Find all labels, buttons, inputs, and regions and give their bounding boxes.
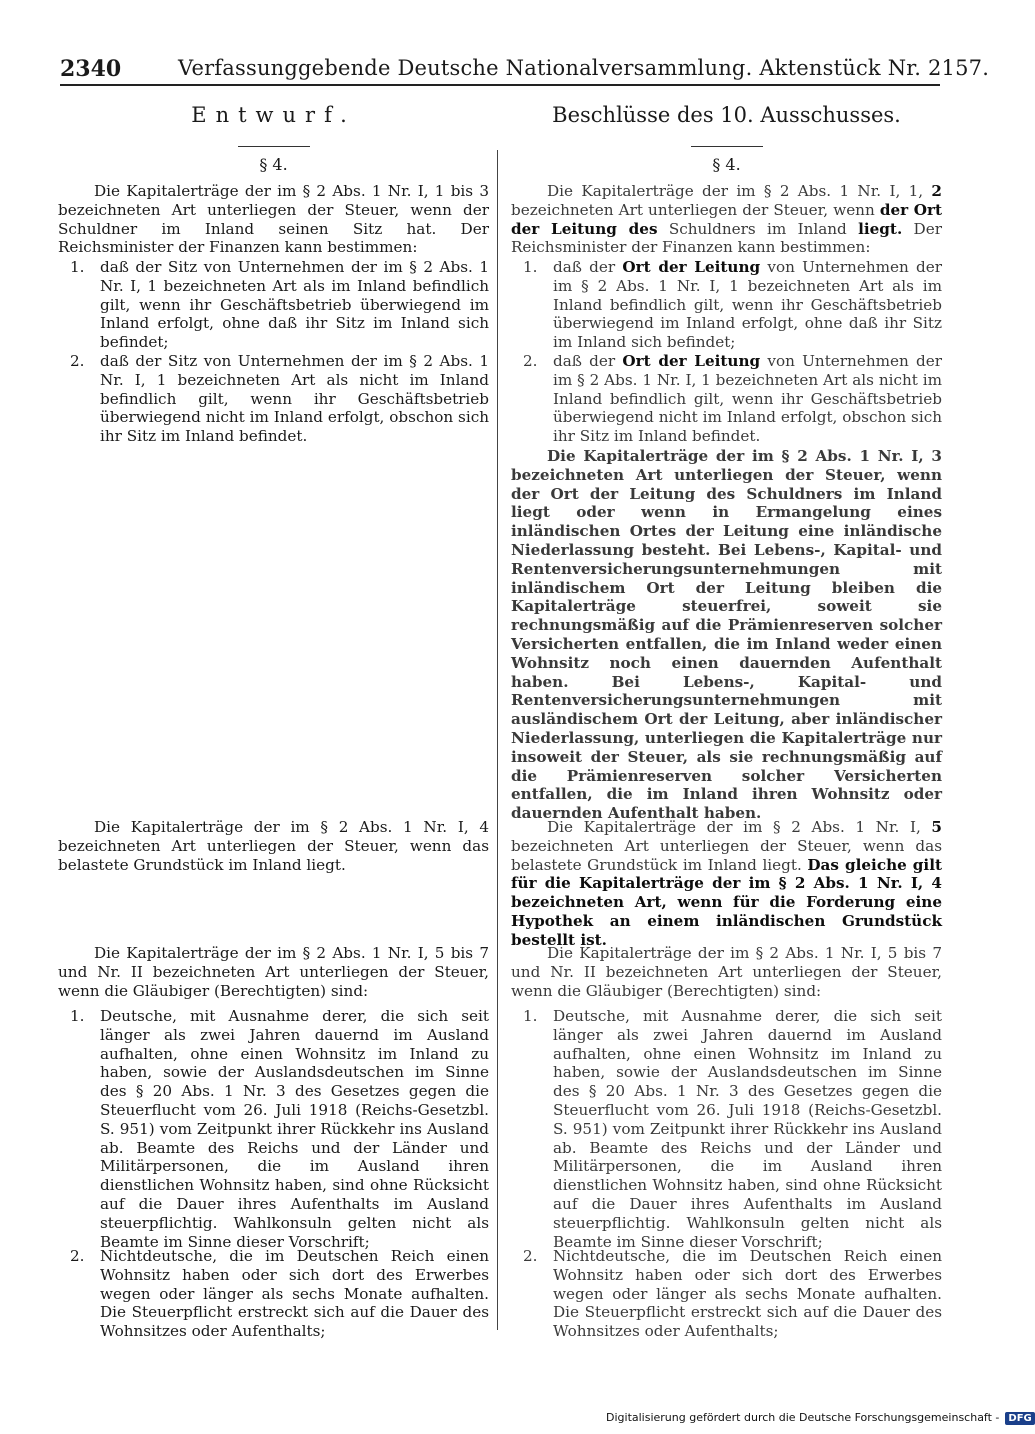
right-paragraph-1 xyxy=(511,182,942,257)
list-text: daß der xyxy=(553,352,623,370)
right-paragraph-3: Die Kapitalerträge der im § 2 Abs. 1 Nr. I, 5 bis 7 und Nr. II bezeichneten Art unterliegen der Steuer, wenn die Gläubiger (Berechtigten) sind: xyxy=(511,944,942,1000)
text-run-bold: Das gleiche gilt für die Kapitalerträge der im § 2 Abs. 1 Nr. I, 4 bezeichneten Art, wenn für die Forderung eine Hypothek an einem inländischen Grundstück bestellt ist. xyxy=(511,855,942,949)
right-list-item xyxy=(523,352,942,446)
list-number: 1. xyxy=(523,1007,538,1025)
list-number: 2. xyxy=(523,1247,538,1265)
list-number: 2. xyxy=(523,352,538,370)
right-heading-rule xyxy=(691,146,763,147)
text-run-bold: 5 xyxy=(931,818,942,836)
page-number: 2340 xyxy=(60,56,122,82)
list-text: daß der xyxy=(553,258,623,276)
text-run: Der Reichsminister der Finanzen kann bestimmen: xyxy=(511,219,942,257)
left-list-item xyxy=(70,1007,489,1251)
right-list-item xyxy=(523,1007,942,1251)
text-run: bezeichneten Art unterliegen der Steuer, wenn das belastete Grundstück im Inland liegt. xyxy=(511,836,942,874)
running-title: Verfassunggebende Deutsche Nationalversammlung. Aktenstück Nr. 2157. xyxy=(178,56,990,80)
column-divider xyxy=(497,150,498,1330)
left-list-item xyxy=(70,258,489,352)
list-number: 1. xyxy=(523,258,538,276)
page-header xyxy=(60,52,990,86)
right-paragraph-2 xyxy=(511,818,942,950)
text-run-bold: liegt. xyxy=(858,219,903,238)
text-run: Die Kapitalerträge der im § 2 Abs. 1 Nr. I, xyxy=(547,818,932,836)
list-number: 2. xyxy=(70,352,85,370)
list-number: 1. xyxy=(70,1007,85,1025)
text-run-bold: der Ort der Leitung des xyxy=(511,200,942,238)
list-text: Deutsche, mit Ausnahme derer, die sich seit länger als zwei Jahren dauernd im Ausland aufhalten, ohne einen Wohnsitz im Inland zu haben, sowie der Auslandsdeutschen im Sinne des § 20 Abs. 1 Nr. 3 des Gesetzes gegen die Steuerflucht vom 26. Juli 1918 (Reichs-Gesetzbl. S. 951) vom Zeitpunkt ihrer Rückkehr ins Ausland ab. Beamte des Reichs und der Länder und Militärpersonen, die im Ausland ihren dienstlichen Wohnsitz haben, sind ohne Rücksicht auf die Dauer ihres Aufenthalts im Ausland steuerpflichtig. Wahlkonsuln gelten nicht als Beamte im Sinne dieser Vorschrift; xyxy=(553,1007,942,1251)
list-text: daß der Sitz von Unternehmen der im § 2 Abs. 1 Nr. I, 1 bezeichneten Art als im Inland befindlich gilt, wenn ihr Geschäftsbetrieb überwiegend im Inland erfolgt, ohne daß ihr Sitz im Inland sich befindet; xyxy=(100,258,489,352)
digitization-credit xyxy=(606,1411,1032,1425)
left-paragraph-3: Die Kapitalerträge der im § 2 Abs. 1 Nr. I, 5 bis 7 und Nr. II bezeichneten Art unterliegen der Steuer, wenn die Gläubiger (Berechtigten) sind: xyxy=(58,944,489,1000)
list-number: 2. xyxy=(70,1247,85,1265)
dfg-logo: DFG xyxy=(1005,1412,1034,1425)
list-text-bold: Ort der Leitung xyxy=(622,258,761,276)
list-text: daß der Sitz von Unternehmen der im § 2 Abs. 1 Nr. I, 1 bezeichneten Art als nicht im Inland befindlich gilt, wenn ihr Geschäftsbetrieb überwiegend nicht im Inland erfolgt, obschon sich ihr Sitz im Inland befindet. xyxy=(100,352,489,446)
right-list-item xyxy=(523,1247,942,1341)
left-paragraph-1: Die Kapitalerträge der im § 2 Abs. 1 Nr. I, 1 bis 3 bezeichneten Art unterliegen der Steuer, wenn der Schuldner im Inland seinen Sitz hat. Der Reichsminister der Finanzen kann bestimmen: xyxy=(58,182,489,257)
list-text: Nichtdeutsche, die im Deutschen Reich einen Wohnsitz haben oder sich dort des Erwerbes wegen oder länger als sechs Monate aufhalten. Die Steuerpflicht erstreckt sich auf die Dauer des Wohnsitzes oder Aufenthalts; xyxy=(553,1247,942,1341)
left-list-item xyxy=(70,352,489,446)
credit-text: Digitalisierung gefördert durch die Deutsche Forschungsgemeinschaft - xyxy=(606,1411,1000,1424)
right-inserted-paragraph: Die Kapitalerträge der im § 2 Abs. 1 Nr. I, 3 bezeichneten Art unterliegen der Steuer, wenn der Ort der Leitung des Schuldners im Inland liegt oder wenn in Ermangelung eines inländischen Ortes der Leitung eine inländische Niederlassung besteht. Bei Lebens-, Kapital- und Rentenversicherungsunternehmungen mit inländischem Ort der Leitung bleiben die Kapitalerträge steuerfrei, soweit sie rechnungsmäßig auf die Prämienreserven solcher Versicherten entfallen, die im Inland weder einen Wohnsitz noch einen dauernden Aufenthalt haben. Bei Lebens-, Kapital- und Rentenversicherungsunternehmungen mit ausländischem Ort der Leitung, aber inländischer Niederlassung, unterliegen die Kapitalerträge nur insoweit der Steuer, als sie rechnungsmäßig auf die Prämienreserven solcher Versicherten entfallen, die im Inland ihren Wohnsitz oder dauernden Aufenthalt haben. xyxy=(511,447,942,823)
list-text: von Unternehmen der im § 2 Abs. 1 Nr. I, 1 bezeichneten Art als nicht im Inland befindlich gilt, wenn ihr Geschäftsbetrieb überwiegend nicht im Inland erfolgt, obschon sich ihr Sitz im Inland befindet. xyxy=(553,352,942,446)
text-run-bold: 2 xyxy=(931,182,942,200)
left-section-number: § 4. xyxy=(259,155,288,174)
left-column-heading: Entwurf. xyxy=(191,103,356,127)
header-rule xyxy=(60,84,940,86)
text-run: Die Kapitalerträge der im § 2 Abs. 1 Nr. I, 1, xyxy=(547,182,932,200)
text-run: Schuldners im Inland xyxy=(657,219,859,238)
right-list-item xyxy=(523,258,942,352)
list-text: Deutsche, mit Ausnahme derer, die sich seit länger als zwei Jahren dauernd im Ausland aufhalten, ohne einen Wohnsitz im Inland zu haben, sowie der Auslandsdeutschen im Sinne des § 20 Abs. 1 Nr. 3 des Gesetzes gegen die Steuerflucht vom 26. Juli 1918 (Reichs-Gesetzbl. S. 951) vom Zeitpunkt ihrer Rückkehr ins Ausland ab. Beamte des Reichs und der Länder und Militärpersonen, die im Ausland ihren dienstlichen Wohnsitz haben, sind ohne Rücksicht auf die Dauer ihres Aufenthalts im Ausland steuerpflichtig. Wahlkonsuln gelten nicht als Beamte im Sinne dieser Vorschrift; xyxy=(100,1007,489,1251)
list-text: von Unternehmen der im § 2 Abs. 1 Nr. I, 1 bezeichneten Art als im Inland befindlich gilt, wenn ihr Geschäftsbetrieb überwiegend im Inland erfolgt, ohne daß ihr Sitz im Inland sich befindet; xyxy=(553,258,942,352)
text-run: bezeichneten Art unterliegen der Steuer, wenn xyxy=(511,200,880,219)
left-paragraph-2: Die Kapitalerträge der im § 2 Abs. 1 Nr. I, 4 bezeichneten Art unterliegen der Steuer, wenn das belastete Grundstück im Inland liegt. xyxy=(58,818,489,874)
right-column-heading: Beschlüsse des 10. Ausschusses. xyxy=(552,103,901,127)
right-section-number: § 4. xyxy=(712,155,741,174)
left-list-item xyxy=(70,1247,489,1341)
list-text-bold: Ort der Leitung xyxy=(622,352,761,370)
list-number: 1. xyxy=(70,258,85,276)
list-text: Nichtdeutsche, die im Deutschen Reich einen Wohnsitz haben oder sich dort des Erwerbes wegen oder länger als sechs Monate aufhalten. Die Steuerpflicht erstreckt sich auf die Dauer des Wohnsitzes oder Aufenthalts; xyxy=(100,1247,489,1341)
left-heading-rule xyxy=(238,146,310,147)
